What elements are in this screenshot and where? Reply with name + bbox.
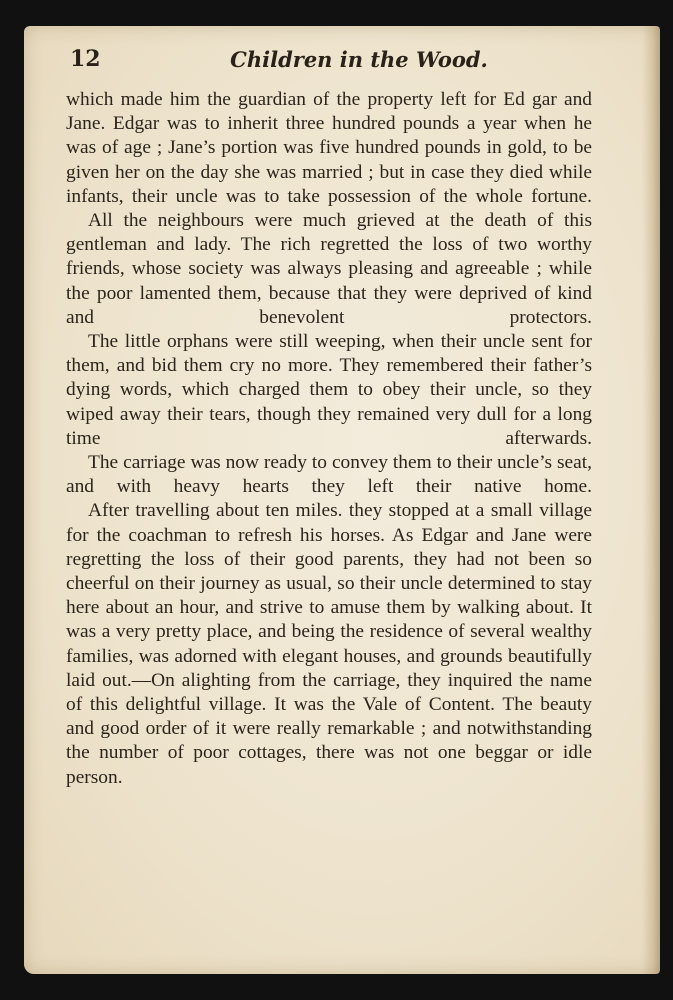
page-number: 12 bbox=[70, 46, 101, 72]
paragraph-3: The little orphans were still weeping, when their uncle sent for them, and bid them cry no more. They remembered their father’s dying words, which charged them to obey their uncle, so they wiped away their tears, though they remained very dull for a long time afterwards. bbox=[66, 331, 592, 449]
paragraph-5: After travelling about ten miles. they stopped at a small village for the coachman to refresh his horses. As Edgar and Jane were regretting the loss of their good parents, they had not been so cheerful on their journey as usual, so their uncle determined to stay here about an hour, and strive to amuse them by walking about. It was a very pretty place, and being the residence of several wealthy families, was adorned with elegant houses, and grounds beautifully laid out.—On alighting from the carriage, they inquired the name of this delightful village. It was the Vale of Content. The beauty and good order of it were really remarkable ; and notwithstanding the number of poor cottages, there was not one beggar or idle person. bbox=[66, 500, 592, 788]
paragraph-2: All the neighbours were much grieved at the death of this gentleman and lady. The rich regretted the loss of two worthy friends, whose society was always pleasing and agreeable ; while the poor lamented them, because that they were deprived of kind and benevolent protectors. bbox=[66, 210, 592, 328]
page-edge-shading bbox=[642, 26, 660, 974]
paragraph-1: which made him the guardian of the property left for Ed gar and Jane. Edgar was to inherit three hundred pounds a year when he was of age ; Jane’s portion was five hundred pounds in gold, to be given her on the day she was married ; but in case they died while infants, their uncle was to take possession of the whole fortune. bbox=[66, 89, 592, 207]
body-text bbox=[66, 88, 592, 790]
page-header bbox=[66, 46, 612, 76]
running-title: Children in the Wood. bbox=[230, 47, 488, 72]
paragraph-4: The carriage was now ready to convey them to their uncle’s seat, and with heavy hearts they left their native home. bbox=[66, 452, 592, 498]
book-page bbox=[24, 26, 660, 974]
